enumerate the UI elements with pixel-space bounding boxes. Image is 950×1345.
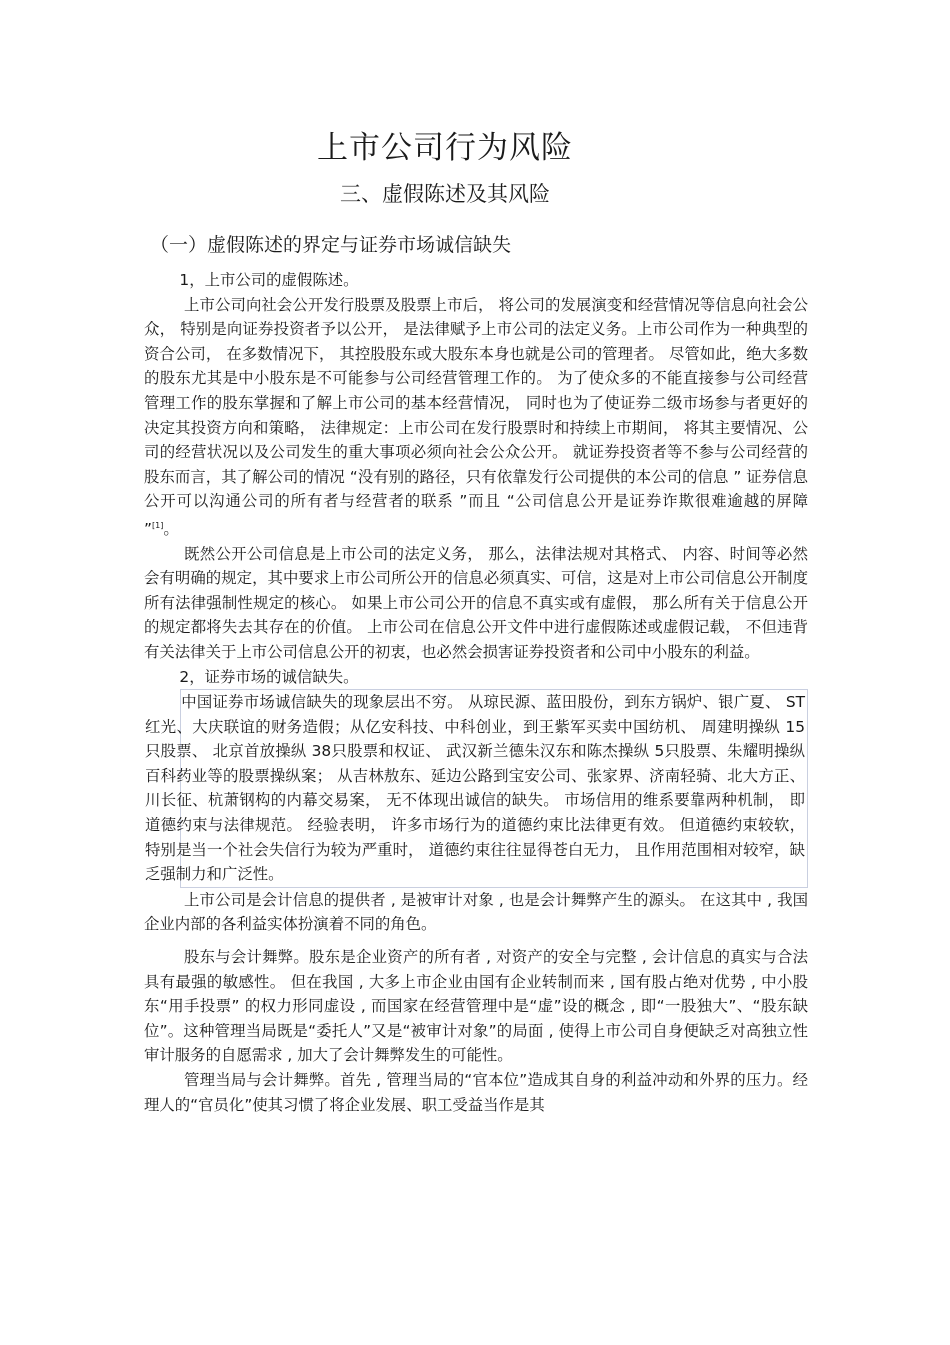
paragraph-4: 上市公司是会计信息的提供者 , 是被审计对象 , 也是会计舞弊产生的源头。 在这其中 , 我国企业内部的各利益实体扮演着不同的角色。 <box>144 890 808 934</box>
paragraph-gap <box>144 937 808 945</box>
paragraph-1-end: 。 <box>163 519 179 538</box>
document-body <box>144 268 808 1117</box>
section-title: 三、虚假陈述及其风险 <box>340 182 550 206</box>
paragraph-1-text: 上市公司向社会公开发行股票及股票上市后， 将公司的发展演变和经营情况等信息向社会公众， 特别是向证券投资者予以公开， 是法律赋予上市公司的法定义务。上市公司作为一种典型的资合公司， 在多数情况下， 其控股股东或大股东本身也就是公司的管理者。 尽管如此，绝大多数的股东尤其是中小股东是不可能参与公司经营管理工作的。 为了使众多的不能直接参与公司经营管理工作的股东掌握和了解上市公司的基本经营情况， 同时也为了使证券二级市场参与者更好的决定其投资方向和策略， 法律规定：上市公司在发行股票时和持续上市期间， 将其主要情况、公司的经营状况以及公司发生的重大事项必须向社会公众公开。 就证券投资者等不参与公司经营的股东而言，其了解公司的情况 “没有别的路径，只有依靠发行公司提供的本公司的信息 ” 证券信息公开可以沟通公司的所有者与经营者的联系 ”而且 “公司信息公开是证券诈欺很难逾越的屏障 ” <box>144 295 808 538</box>
paragraph-2: 既然公开公司信息是上市公司的法定义务， 那么，法律法规对其格式、 内容、时间等必然会有明确的规定，其中要求上市公司所公开的信息必须真实、可信，这是对上市公司信息公开制度所有法律强制性规定的核心。 如果上市公司公开的信息不真实或有虚假， 那么所有关于信息公开的规定都将失去其存在的价值。 上市公司在信息公开文件中进行虚假陈述或虚假记载， 不但违背有关法律关于上市公司信息公开的初衷，也必然会损害证券投资者和公司中小股东的利益。 <box>144 544 808 661</box>
item-heading-2: 2，证券市场的诚信缺失。 <box>179 667 359 686</box>
highlighted-text-box[interactable] <box>145 689 808 888</box>
item-heading-1: 1，上市公司的虚假陈述。 <box>179 271 359 289</box>
footnote-marker[interactable]: [1] <box>151 520 164 530</box>
paragraph-3: 中国证券市场诚信缺失的现象层出不穷。 从琼民源、蓝田股份，到东方锅炉、银广夏、 ST红光、大庆联谊的财务造假；从亿安科技、中科创业，到王紫军买卖中国纺机、 周建明操纵 15只股票、 北京首放操纵 38只股票和权证、 武汉新兰德朱汉东和陈杰操纵 5只股票、朱耀明操纵百科药业等的股票操纵案； 从吉林敖东、延边公路到宝安公司、张家界、济南轻骑、北大方正、川长征、杭萧钢构的内幕交易案， 无不体现出诚信的缺失。 市场信用的维系要靠两种机制， 即道德约束与法律规范。 经验表明， 许多市场行为的道德约束比法律更有效。 但道德约束较软，特别是当一个社会失信行为较为严重时， 道德约束往往显得苍白无力， 且作用范围相对较窄，缺乏强制力和广泛性。 <box>145 693 805 884</box>
paragraph-5: 股东与会计舞弊。股东是企业资产的所有者 , 对资产的安全与完整 , 会计信息的真实与合法具有最强的敏感性。 但在我国 , 大多上市企业由国有企业转制而来 , 国有股占绝对优势 , 中小股东“用手投票” 的权力形同虚设 , 而国家在经营管理中是“虚”设的概念 , 即“一股独大”、“股东缺位”。这种管理当局既是“委托人”又是“被审计对象”的局面 , 使得上市公司自身便缺乏对高独立性审计服务的自愿需求 , 加大了会计舞弊发生的可能性。 <box>144 948 808 1065</box>
page-title: 上市公司行为风险 <box>317 130 573 166</box>
subsection-heading: （一）虚假陈述的界定与证券市场诚信缺失 <box>150 234 512 256</box>
paragraph-1 <box>144 293 808 542</box>
paragraph-6: 管理当局与会计舞弊。首先 , 管理当局的“官本位”造成其自身的利益冲动和外界的压力。经理人的“官员化”使其习惯了将企业发展、职工受益当作是其 <box>144 1071 808 1114</box>
